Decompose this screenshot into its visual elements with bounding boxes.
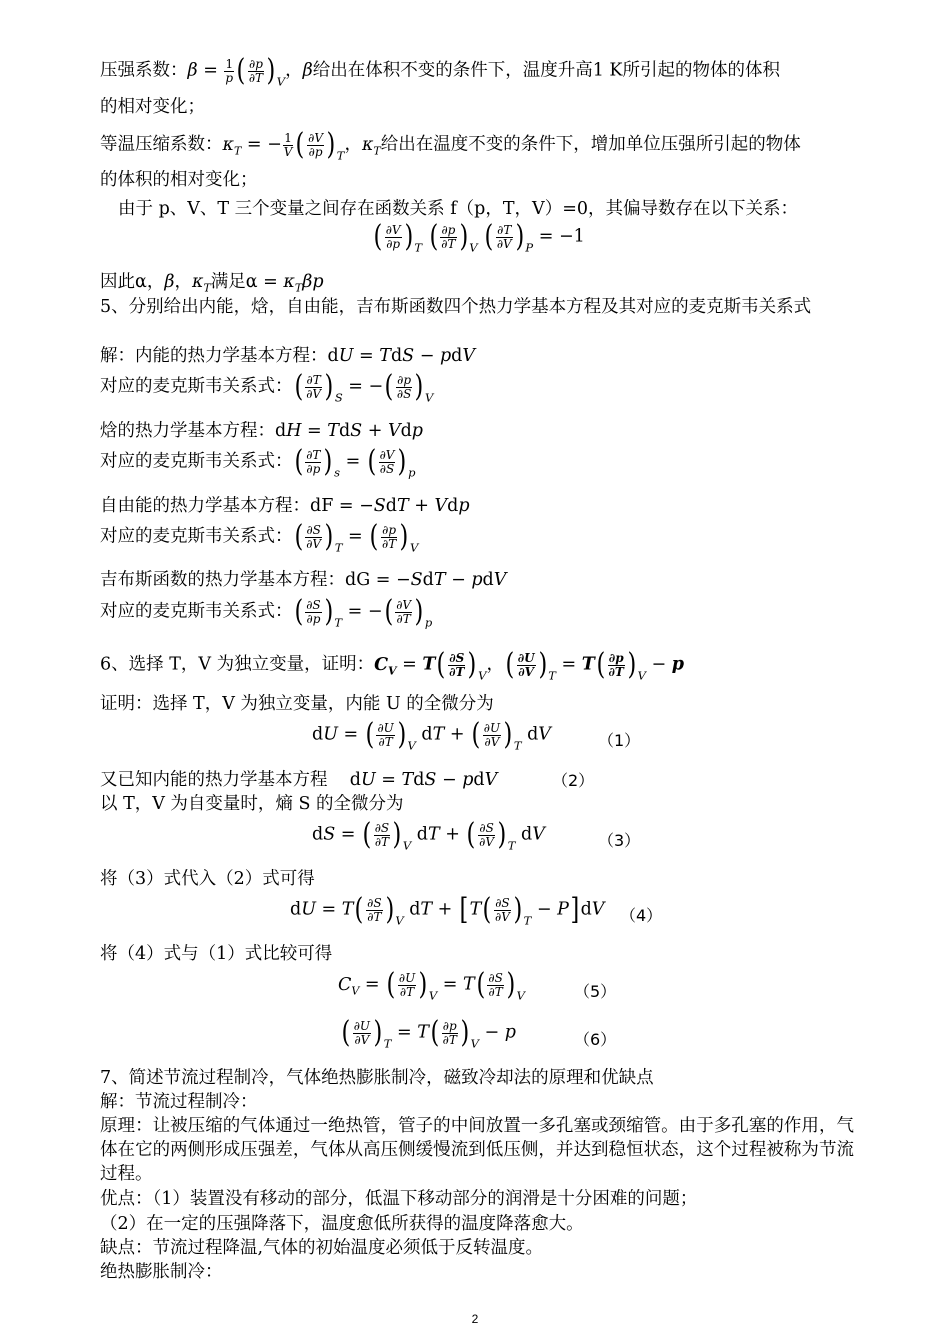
- text-line: 吉布斯函数的热力学基本方程：dG = −SdT − pdV: [100, 570, 507, 590]
- text-line: （2）在一定的压强降落下，温度愈低所获得的温度降落愈大。: [100, 1214, 584, 1234]
- text-line: 焓的热力学基本方程：dH = TdS + Vdp: [100, 421, 423, 441]
- maxwell-relation-4: 对应的麦克斯韦关系式：( $\frac{\partial S}{\partial p}$ )$_T$ = −( $\frac{\partial V}{\partial T}$ )$_p$: [100, 594, 433, 630]
- equation-number: （6）: [574, 1030, 617, 1049]
- maxwell-relation-3: 对应的麦克斯韦关系式：( $\frac{\partial S}{\partial V}$ )$_T$ = ( $\frac{\partial p}{\partial T}$ )$_V$: [100, 519, 419, 555]
- text-line: 的相对变化；: [100, 97, 205, 117]
- text-line: 的体积的相对变化；: [100, 170, 258, 190]
- equation-4: dU = T( $\frac{\partial S}{\partial T}$ )$_V$ dT + [T( $\frac{\partial S}{\partial V}$ )$_T - P]dV$: [290, 892, 605, 928]
- equation-1: dU = ( $\frac{\partial U}{\partial T}$ )$_V$ dT + ( $\frac{\partial U}{\partial V}$ )$_T$ dV: [312, 717, 551, 753]
- text-line: 将（3）式代入（2）式可得: [100, 869, 315, 889]
- isothermal-compressibility-line: 等温压缩系数：$\kappa_T$ = − $\frac{1}{V}$ ( $\frac{\partial V}{\partial p}$ )$_T$，$\kappa_T$给出在温度不变的条件下，增加单位压强所引起的物体: [100, 127, 801, 163]
- text-line: 又已知内能的热力学基本方程 dU = TdS − pdV: [100, 770, 498, 790]
- equation-3: dS = ( $\frac{\partial S}{\partial T}$ )$_V$ dT + ( $\frac{\partial S}{\partial V}$ )$_T$ dV: [312, 817, 545, 853]
- question-5: 5、分别给出内能，焓，自由能，吉布斯函数四个热力学基本方程及其对应的麦克斯韦关系式: [100, 297, 812, 317]
- equation-number: （4）: [620, 906, 663, 925]
- maxwell-relation-1: 对应的麦克斯韦关系式：( $\frac{\partial T}{\partial V}$ )$_S$ = −( $\frac{\partial p}{\partial S}$ )$_V$: [100, 369, 434, 405]
- cyclic-relation-formula: ( $\frac{\partial V}{\partial p}$ )$_T$ ( $\frac{\partial p}{\partial T}$ )$_V$ ( $\frac{\partial T}{\partial V}$ )$_P = -1$: [373, 219, 585, 255]
- text-line: 优点：（1）装置没有移动的部分，低温下移动部分的润滑是十分困难的问题；: [100, 1189, 698, 1209]
- text-line: 由于 p、V、T 三个变量之间存在函数关系 f（p，T，V）=0，其偏导数存在以下关系：: [118, 199, 798, 219]
- text-line: 自由能的热力学基本方程：dF = −SdT + Vdp: [100, 496, 470, 516]
- text-line: 以 T，V 为自变量时，熵 S 的全微分为: [100, 794, 404, 814]
- equation-6: ( $\frac{\partial U}{\partial V}$ )$_T = T$( $\frac{\partial p}{\partial T}$ )$_V - p$: [341, 1015, 516, 1051]
- equation-number: （1）: [598, 731, 641, 750]
- equation-number: （3）: [598, 831, 641, 850]
- text-line: 将（4）式与（1）式比较可得: [100, 944, 333, 964]
- pressure-coefficient-line: 压强系数：β = $\frac{1}{p}$ ( $\frac{\partial p}{\partial T}$ )$_V$，β给出在体积不变的条件下，温度升高1 K所引起的物体的体积: [100, 53, 780, 89]
- question-7: 7、简述节流过程制冷，气体绝热膨胀制冷，磁致冷却法的原理和优缺点: [100, 1068, 654, 1088]
- equation-number: （2）: [552, 771, 595, 790]
- equation-5: $C_V$ = ( $\frac{\partial U}{\partial T}$ )$_V = T$( $\frac{\partial S}{\partial T}$ )$_V$: [338, 967, 525, 1003]
- principle-paragraph: 原理：让被压缩的气体通过一绝热管，管子的中间放置一多孔塞或颈缩管。由于多孔塞的作用，气体在它的两侧形成压强差，气体从高压侧缓慢流到低压侧，并达到稳恒状态，这个过程被称为节流过程。: [100, 1116, 854, 1184]
- text-line: 缺点：节流过程降温,气体的初始温度必须低于反转温度。: [100, 1238, 544, 1258]
- page-number: 2: [471, 1312, 479, 1326]
- text-line: 绝热膨胀制冷：: [100, 1262, 223, 1282]
- text-line: 解：节流过程制冷：: [100, 1092, 258, 1112]
- text-line: 解：内能的热力学基本方程：dU = TdS − pdV: [100, 346, 475, 366]
- maxwell-relation-2: 对应的麦克斯韦关系式：( $\frac{\partial T}{\partial p}$ )$_s$ = ( $\frac{\partial V}{\partial S}$ )$_p$: [100, 444, 416, 480]
- text-line: 因此α，β，$\kappa_T$满足$\alpha = \kappa_T\beta p$: [100, 272, 324, 295]
- equation-number: （5）: [574, 982, 617, 1001]
- question-6: 6、选择 T，V 为独立变量，证明：$C_V = T$( $\frac{\partial S}{\partial T}$ )$_V$，( $\frac{\partial U}{\partial V}$ )$_T = T$( $\frac{\partial p}{\partial T}$ )$_V - p$: [100, 647, 684, 683]
- text-line: 证明：选择 T，V 为独立变量，内能 U 的全微分为: [100, 694, 494, 714]
